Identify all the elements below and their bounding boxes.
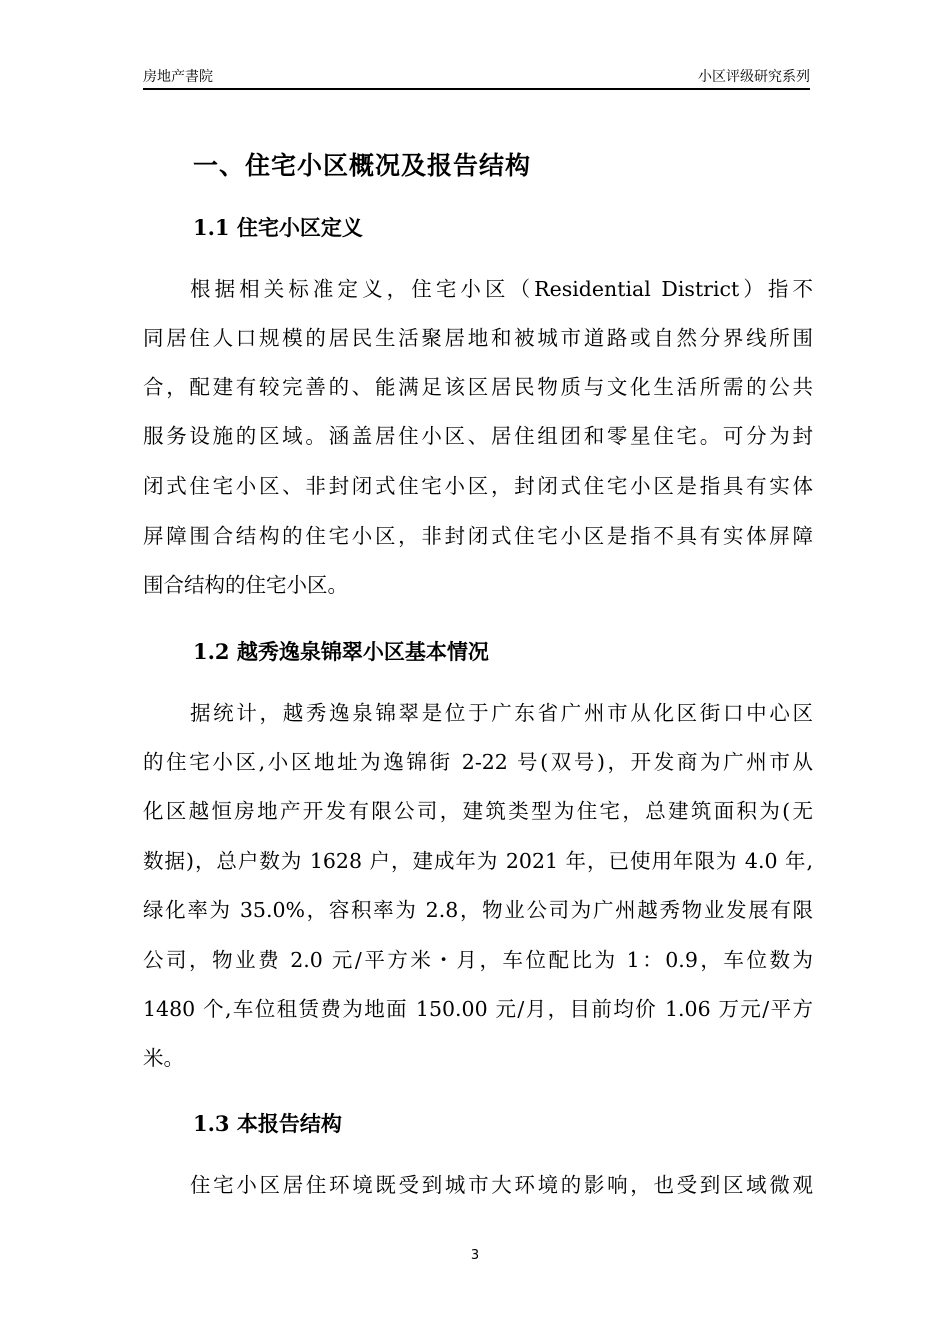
paragraph-line: 的住宅小区,小区地址为逸锦街 2-22 号(双号)，开发商为广州市从 bbox=[143, 750, 813, 774]
header-series-title: 小区评级研究系列 bbox=[698, 69, 810, 85]
paragraph-line: 合，配建有较完善的、能满足该区居民物质与文化生活所需的公共 bbox=[143, 375, 813, 399]
paragraph-line: 住宅小区居住环境既受到城市大环境的影响，也受到区域微观 bbox=[190, 1173, 813, 1197]
section-heading-1-3: 1.3 本报告结构 bbox=[193, 1111, 342, 1136]
paragraph-line: 屏障围合结构的住宅小区，非封闭式住宅小区是指不具有实体屏障 bbox=[143, 524, 813, 548]
paragraph-line: 根据相关标准定义，住宅小区（Residential District）指不 bbox=[190, 277, 813, 301]
section-heading-1-1: 1.1 住宅小区定义 bbox=[193, 215, 363, 240]
page-header bbox=[143, 66, 810, 90]
paragraph-line: 据统计，越秀逸泉锦翠是位于广东省广州市从化区街口中心区 bbox=[190, 701, 813, 725]
paragraph-line: 公司，物业费 2.0 元/平方米・月，车位配比为 1：0.9，车位数为 bbox=[143, 948, 813, 972]
paragraph-line: 化区越恒房地产开发有限公司，建筑类型为住宅，总建筑面积为(无 bbox=[143, 799, 813, 823]
paragraph-line: 同居住人口规模的居民生活聚居地和被城市道路或自然分界线所围 bbox=[143, 326, 813, 350]
paragraph-line: 绿化率为 35.0%，容积率为 2.8，物业公司为广州越秀物业发展有限 bbox=[143, 898, 813, 922]
paragraph-line: 1480 个,车位租赁费为地面 150.00 元/月，目前均价 1.06 万元/平方 bbox=[143, 997, 813, 1021]
paragraph-line: 服务设施的区域。涵盖居住小区、居住组团和零星住宅。可分为封 bbox=[143, 424, 813, 448]
paragraph-line: 闭式住宅小区、非封闭式住宅小区，封闭式住宅小区是指具有实体 bbox=[143, 474, 813, 498]
paragraph-line: 米。 bbox=[143, 1046, 184, 1070]
paragraph-line: 数据)，总户数为 1628 户，建成年为 2021 年，已使用年限为 4.0 年, bbox=[143, 849, 813, 873]
paragraph-line: 围合结构的住宅小区。 bbox=[143, 573, 348, 597]
page-number: 3 bbox=[470, 1248, 480, 1263]
chapter-title: 一、住宅小区概况及报告结构 bbox=[193, 151, 532, 180]
header-publisher: 房地产書院 bbox=[143, 69, 213, 85]
section-heading-1-2: 1.2 越秀逸泉锦翠小区基本情况 bbox=[193, 639, 489, 664]
